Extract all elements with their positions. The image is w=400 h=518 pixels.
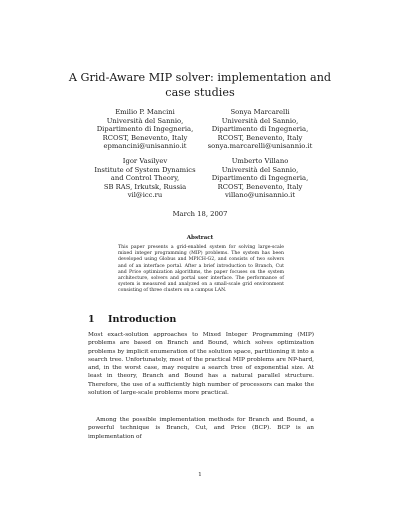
author-email: vil@icc.ru [127,191,163,199]
author-email: villano@unisannio.it [224,191,296,199]
author-affiliation: Università del Sannio, [221,165,299,174]
author-email: epmancini@unisannio.it [103,142,187,150]
author-affiliation: SB RAS, Irkutsk, Russia [103,182,187,191]
author-affiliation: Dipartimento di Ingegneria, [211,125,309,133]
author-affiliation: Dipartimento di Ingegneria, [211,174,309,182]
author-affiliation: RCOST, Benevento, Italy [217,133,303,142]
author-name: Igor Vasilyev [122,157,168,165]
author-affiliation: RCOST, Benevento, Italy [217,182,303,191]
author-block-marcarelli [205,108,315,151]
section-number: 1 [88,314,95,325]
body-paragraph: Among the possible implementation methods for Branch and Bound, a powerful technique is Branch, Cut, and Price (BCP). BCP is an implementation of [88,417,314,440]
author-affiliation: RCOST, Benevento, Italy [102,133,188,142]
author-name: Emilio P. Mancini [115,108,175,116]
author-name: Sonya Marcarelli [230,108,290,116]
author-name: Umberto Villano [231,157,289,165]
body-paragraph: Most exact-solution approaches to Mixed Integer Programming (MIP) problems are based on Branch and Bound, which solves optimization problems by implicit enumeration of the solution space, partitioning it into a search tree. Unfortunately, most of the practical MIP problems are NP-hard, and, in the worst case, may require a search tree of exponential size. At least in theory, Branch and Bound has a natural parallel structure. Therefore, the use of a sufficiently high number of processors can make the solution of large-scale problems more practical. [88,332,314,397]
author-block-mancini [90,108,200,151]
abstract-text: This paper presents a grid-enabled system for solving large-scale mixed integer programming (MIP) problems. The system has been developed using Globus and MPICH-G2, and consists of two solvers and of an interface portal. After a brief introduction to Branch, Cut and Price optimization algorithms, the paper focuses on the system architecture, solvers and portal user interface. The performance of system is measured and analyzed on a small-scale grid environment consisting of three clusters on a campus LAN. [118,245,284,294]
page-number: 1 [198,472,202,478]
author-block-villano [205,157,315,200]
author-email: sonya.marcarelli@unisannio.it [207,142,313,150]
paper-date: March 18, 2007 [172,210,228,218]
author-affiliation: Institute of System Dynamics [94,165,196,174]
section-title: Introduction [108,314,177,325]
paper-title: A Grid-Aware MIP solver: implementation and case studies [68,71,332,99]
author-affiliation: and Control Theory, [110,174,180,182]
author-affiliation: Università del Sannio, [221,116,299,125]
abstract-heading: Abstract [186,235,214,241]
author-block-vasilyev [90,157,200,200]
author-affiliation: Università del Sannio, [106,116,184,125]
author-affiliation: Dipartimento di Ingegneria, [96,125,194,133]
section-heading [88,314,176,325]
